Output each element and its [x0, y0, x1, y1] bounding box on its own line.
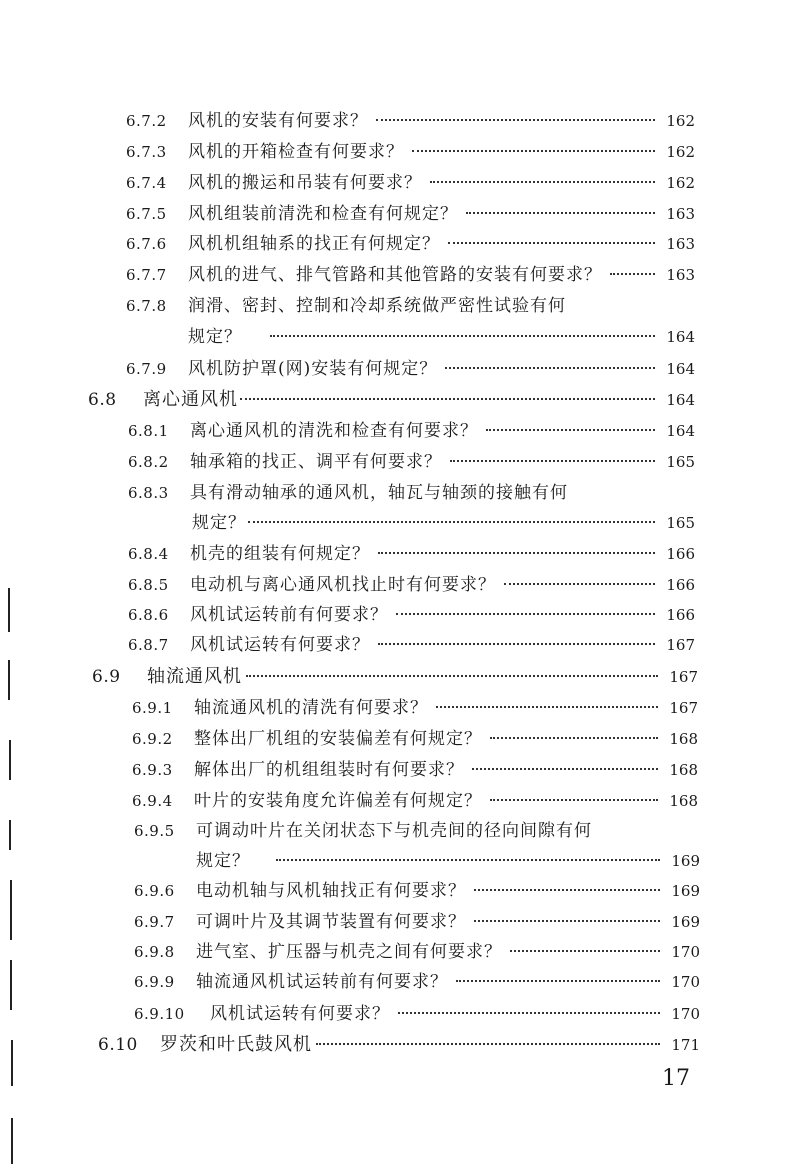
- toc-entry: [134, 941, 700, 963]
- scan-edge-mark: [10, 880, 12, 940]
- entry-number: 6.9.10: [134, 1005, 185, 1023]
- entry-page: 169: [671, 882, 700, 900]
- entry-page: 169: [671, 913, 700, 931]
- entry-number: 6.9.4: [132, 792, 173, 810]
- entry-title: 风机的开箱检查有何要求？: [188, 142, 404, 162]
- dot-leader: [240, 398, 655, 400]
- entry-number: 6.7.5: [126, 205, 167, 223]
- entry-page: 163: [666, 235, 695, 253]
- entry-title: 风机组装前清洗和检查有何规定？: [188, 204, 458, 224]
- entry-title: 离心通风机的清洗和检查有何要求？: [190, 421, 478, 441]
- entry-number: 6.9.8: [134, 943, 175, 961]
- entry-page: 168: [669, 761, 698, 779]
- entry-title: 电动机与离心通风机找止时有何要求？: [190, 575, 496, 595]
- toc-entry: [126, 172, 695, 194]
- toc-section-entry: [88, 389, 695, 411]
- entry-title: 可调动叶片在关闭状态下与机壳间的径向间隙有何: [196, 821, 592, 841]
- toc-entry: [134, 1003, 700, 1025]
- scan-edge-mark: [11, 1040, 13, 1086]
- entry-number: 6.7.4: [126, 174, 167, 192]
- entry-page: 162: [666, 112, 695, 130]
- dot-leader: [430, 181, 655, 183]
- dot-leader: [448, 242, 655, 244]
- entry-number: 6.8.4: [128, 545, 169, 563]
- entry-page: 165: [666, 453, 695, 471]
- toc-entry: [134, 880, 700, 902]
- section-number: 6.9: [92, 667, 121, 687]
- entry-page: 170: [671, 1005, 700, 1023]
- dot-leader: [472, 768, 658, 770]
- dot-leader: [474, 889, 660, 891]
- toc-entry: [134, 820, 700, 842]
- toc-entry: [126, 295, 695, 317]
- entry-number: 6.7.9: [126, 360, 167, 378]
- entry-page: 164: [666, 328, 695, 346]
- dot-leader: [378, 552, 655, 554]
- entry-number: 6.7.8: [126, 297, 167, 315]
- entry-number: 6.7.3: [126, 143, 167, 161]
- entry-page: 162: [666, 143, 695, 161]
- entry-title: 具有滑动轴承的通风机，轴瓦与轴颈的接触有何: [190, 483, 568, 503]
- toc-entry: [128, 574, 695, 596]
- dot-leader: [486, 429, 655, 431]
- entry-page: 164: [666, 360, 695, 378]
- entry-title: 风机防护罩(网)安装有何规定？: [188, 359, 438, 379]
- dot-leader: [316, 1043, 660, 1045]
- dot-leader: [445, 367, 655, 369]
- toc-entry: [126, 203, 695, 225]
- dot-leader: [510, 950, 660, 952]
- entry-number: 6.9.3: [132, 761, 173, 779]
- entry-title-continued: 规定？: [192, 513, 246, 533]
- entry-page: 163: [666, 205, 695, 223]
- entry-page: 164: [666, 391, 695, 409]
- entry-number: 6.8.3: [128, 484, 169, 502]
- toc-entry: [128, 604, 695, 626]
- entry-title: 风机试运转前有何要求？: [190, 605, 388, 625]
- entry-title-continued: 规定？: [188, 327, 242, 347]
- toc-section-entry: [98, 1034, 700, 1056]
- dot-leader: [276, 859, 660, 861]
- entry-title: 电动机轴与风机轴找正有何要求？: [196, 881, 466, 901]
- entry-title: 可调叶片及其调节装置有何要求？: [196, 912, 466, 932]
- entry-page: 166: [666, 545, 695, 563]
- entry-number: 6.8.2: [128, 453, 169, 471]
- entry-page: 166: [666, 606, 695, 624]
- toc-entry: [128, 482, 695, 504]
- entry-page: 171: [671, 1036, 700, 1054]
- dot-leader: [474, 920, 660, 922]
- toc-entry: [128, 543, 695, 565]
- entry-number: 6.9.2: [132, 730, 173, 748]
- entry-page: 169: [671, 852, 700, 870]
- entry-number: 6.9.9: [134, 973, 175, 991]
- dot-leader: [376, 119, 655, 121]
- entry-title: 风机试运转有何要求？: [210, 1004, 390, 1024]
- dot-leader: [466, 212, 655, 214]
- entry-number: 6.7.7: [126, 266, 167, 284]
- entry-title: 整体出厂机组的安装偏差有何规定？: [194, 729, 482, 749]
- dot-leader: [490, 799, 658, 801]
- dot-leader: [378, 643, 655, 645]
- entry-page: 166: [666, 576, 695, 594]
- section-title: 罗茨和叶氏鼓风机: [160, 1034, 312, 1055]
- dot-leader: [270, 335, 655, 337]
- entry-title-continued: 规定？: [196, 851, 250, 871]
- entry-page: 164: [666, 422, 695, 440]
- entry-title: 进气室、扩压器与机壳之间有何要求？: [196, 942, 502, 962]
- entry-title: 机壳的组装有何规定？: [190, 544, 370, 564]
- entry-page: 168: [669, 730, 698, 748]
- entry-title: 风机的搬运和吊装有何要求？: [188, 173, 422, 193]
- entry-title: 风机机组轴系的找正有何规定？: [188, 234, 440, 254]
- scan-edge-mark: [11, 1118, 13, 1164]
- scan-edge-mark: [8, 588, 10, 632]
- entry-number: 6.9.5: [134, 822, 175, 840]
- toc-entry: [128, 420, 695, 442]
- entry-title: 风机试运转有何要求？: [190, 635, 370, 655]
- entry-title: 轴承箱的找正、调平有何要求？: [190, 452, 442, 472]
- toc-entry: [126, 358, 695, 380]
- section-number: 6.8: [88, 390, 117, 410]
- entry-page: 167: [669, 668, 698, 686]
- toc-entry: [128, 451, 695, 473]
- toc-entry: [132, 790, 698, 812]
- entry-page: 170: [671, 943, 700, 961]
- entry-title: 轴流通风机试运转前有何要求？: [196, 972, 448, 992]
- scan-edge-mark: [8, 660, 10, 700]
- dot-leader: [248, 521, 655, 523]
- entry-title: 轴流通风机的清洗有何要求？: [194, 698, 428, 718]
- entry-number: 6.8.1: [128, 422, 169, 440]
- toc-entry-continuation: [196, 850, 700, 872]
- entry-title: 风机的安装有何要求？: [188, 111, 368, 131]
- entry-number: 6.9.7: [134, 913, 175, 931]
- toc-entry-continuation: [188, 326, 695, 348]
- entry-title: 润滑、密封、控制和冷却系统做严密性试验有何: [188, 296, 566, 316]
- dot-leader: [504, 583, 655, 585]
- entry-title: 风机的进气、排气管路和其他管路的安装有何要求？: [188, 265, 602, 285]
- section-number: 6.10: [98, 1035, 138, 1055]
- dot-leader: [246, 675, 658, 677]
- entry-number: 6.9.6: [134, 882, 175, 900]
- scan-edge-mark: [9, 820, 11, 850]
- entry-number: 6.8.7: [128, 636, 169, 654]
- page-number: 17: [662, 1066, 690, 1091]
- toc-entry: [128, 634, 695, 656]
- toc-section-entry: [92, 666, 698, 688]
- entry-page: 163: [666, 266, 695, 284]
- entry-page: 168: [669, 792, 698, 810]
- entry-title: 解体出厂的机组组装时有何要求？: [194, 760, 464, 780]
- toc-entry: [134, 971, 700, 993]
- toc-entry: [126, 141, 695, 163]
- dot-leader: [450, 460, 655, 462]
- entry-page: 162: [666, 174, 695, 192]
- toc-entry-continuation: [192, 512, 695, 534]
- dot-leader: [436, 706, 658, 708]
- dot-leader: [490, 737, 658, 739]
- entry-number: 6.8.5: [128, 576, 169, 594]
- entry-page: 165: [666, 514, 695, 532]
- toc-entry: [132, 759, 698, 781]
- toc-entry: [132, 697, 698, 719]
- entry-number: 6.7.2: [126, 112, 167, 130]
- dot-leader: [610, 273, 655, 275]
- entry-page: 170: [671, 973, 700, 991]
- entry-page: 167: [666, 636, 695, 654]
- toc-entry: [134, 911, 700, 933]
- dot-leader: [396, 613, 655, 615]
- dot-leader: [456, 980, 660, 982]
- section-title: 轴流通风机: [147, 666, 242, 687]
- entry-number: 6.9.1: [132, 699, 173, 717]
- dot-leader: [412, 150, 655, 152]
- dot-leader: [398, 1012, 660, 1014]
- toc-entry: [126, 110, 695, 132]
- entry-title: 叶片的安装角度允许偏差有何规定？: [194, 791, 482, 811]
- scan-edge-mark: [10, 960, 12, 1010]
- toc-entry: [126, 264, 695, 286]
- toc-entry: [132, 728, 698, 750]
- entry-page: 167: [669, 699, 698, 717]
- scan-edge-mark: [9, 740, 11, 780]
- toc-entry: [126, 233, 695, 255]
- entry-number: 6.8.6: [128, 606, 169, 624]
- entry-number: 6.7.6: [126, 235, 167, 253]
- section-title: 离心通风机: [143, 389, 238, 410]
